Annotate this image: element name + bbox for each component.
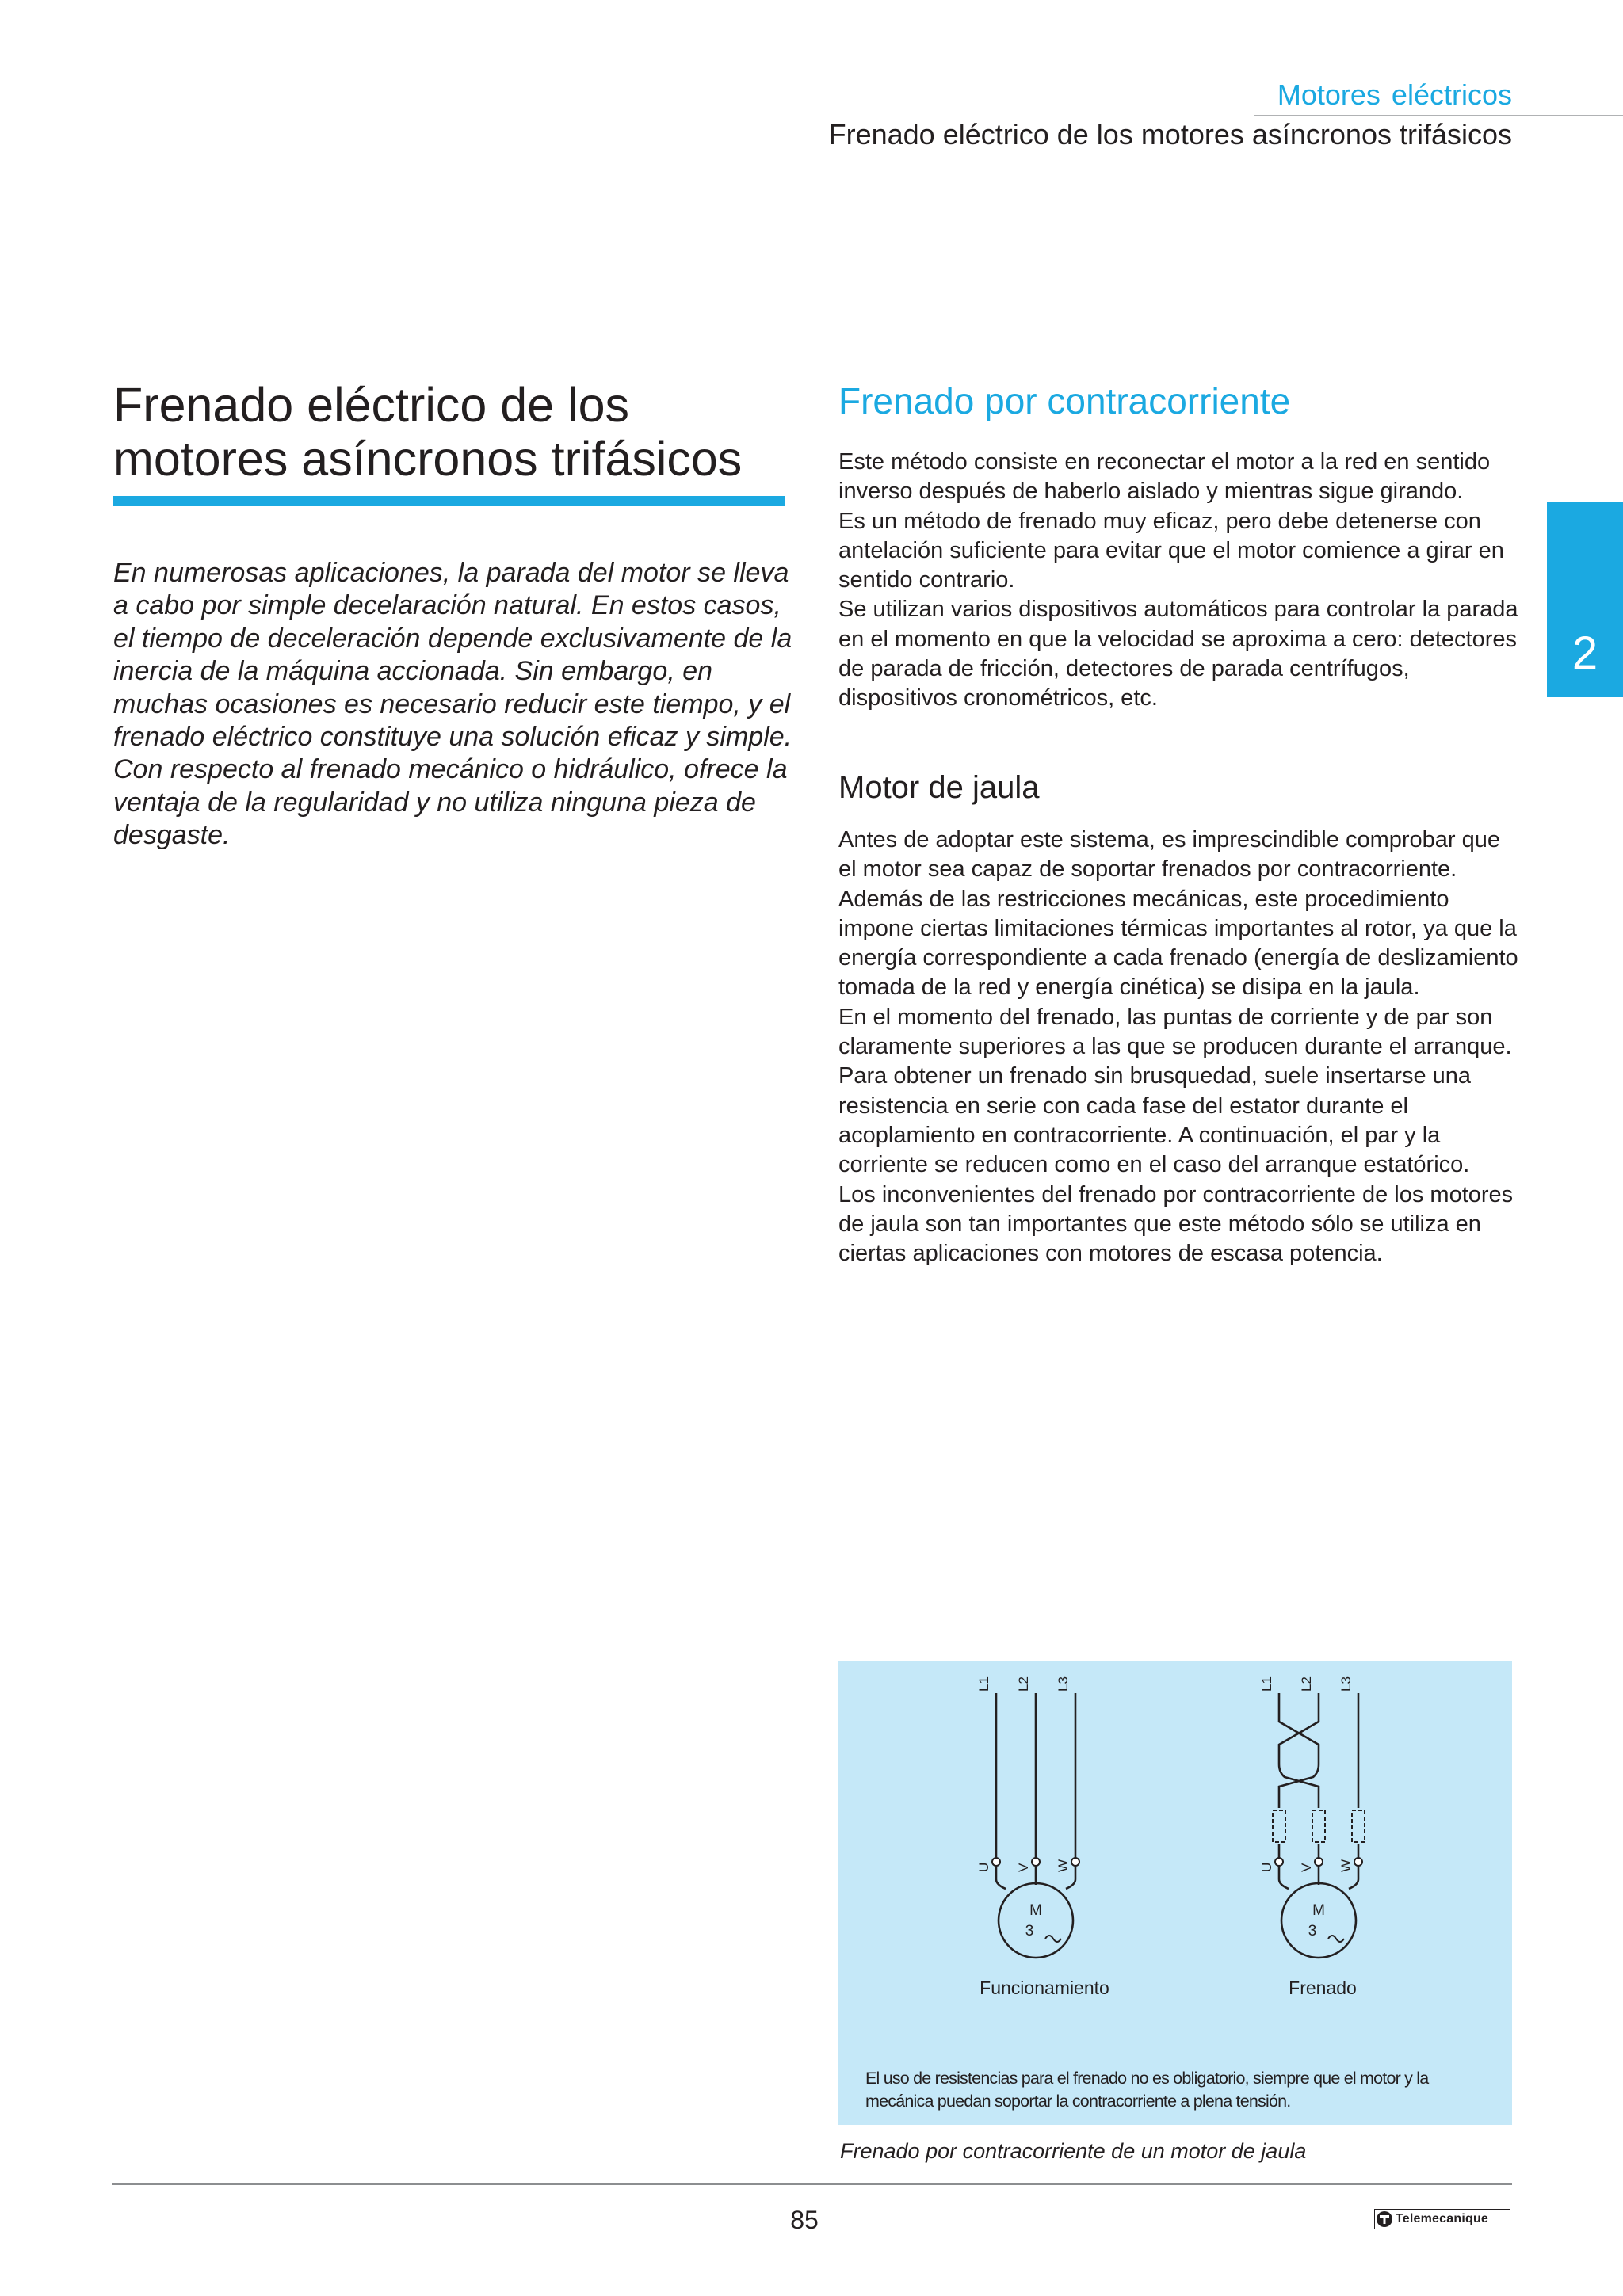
diagram-note: El uso de resistencias para el frenado no es obligatorio, siempre que el motor y la mecánica puedan soportar la contracorriente a plena tensión. (865, 2069, 1429, 2111)
footer-rule (112, 2183, 1512, 2185)
braking-resistor-w (1352, 1810, 1365, 1842)
section-paragraph: Se utilizan varios dispositivos automáticos para controlar la parada en el momento en que la velocidad se aproxima a cero: detectores de parada de fricción, detectores de parada centrífugos, dispositivos cronométricos, etc. (838, 597, 1518, 711)
page-title: Frenado eléctrico de los motores asíncronos trifásicos (113, 378, 743, 486)
terminal-label-w: W (1338, 1859, 1354, 1872)
terminal-u (992, 1858, 1000, 1866)
terminal-v (1315, 1858, 1323, 1866)
line-l2-wire-crossed (1279, 1693, 1319, 1808)
braking-label: Frenado (1289, 1978, 1357, 1998)
chapter-number: 2 (1571, 627, 1598, 679)
terminal-w (1071, 1858, 1079, 1866)
subsection-body (838, 826, 1520, 1268)
wiring-diagram (838, 1661, 1512, 2125)
header-section-title: Motores eléctricos (1277, 78, 1512, 111)
intro-paragraph: En numerosas aplicaciones, la parada del motor se lleva a cabo por simple decelaración natural. En estos casos, el tiempo de deceleración depende exclusivamente de la inercia de la máquina accionada. Sin embargo, en muchas ocasiones es necesario reducir este tiempo, y el frenado eléctrico constituye una solución eficaz y simple. Con respecto al frenado mecánico o hidráulico, ofrece la ventaja de la regularidad y no utiliza ninguna pieza de desgaste. (113, 558, 792, 851)
line-label-l3: L3 (1056, 1676, 1071, 1691)
braking-resistor-u (1273, 1810, 1285, 1842)
terminal-label-u: U (976, 1862, 991, 1872)
braking-resistor-v (1312, 1810, 1325, 1842)
terminal-label-v: V (1016, 1863, 1031, 1872)
terminal-label-w: W (1056, 1859, 1071, 1872)
motor-symbol (1281, 1883, 1356, 1958)
operation-label: Funcionamiento (980, 1978, 1109, 1998)
motor-phases: 3 (1025, 1923, 1034, 1939)
chapter-tab (1547, 502, 1623, 697)
line-label-l1: L1 (1259, 1676, 1274, 1691)
motor-phases: 3 (1308, 1923, 1317, 1939)
motor-label: M (1029, 1902, 1042, 1919)
subsection-paragraph: Antes de adoptar este sistema, es imprescindible comprobar que el motor sea capaz de soportar frenados por contracorriente. Además de las restricciones mecánicas, este procedimiento impone ciertas limitaciones térmicas importantes al rotor, ya que la energía correspondiente a cada frenado (energía de deslizamiento tomada de la red y energía cinética) se disipa en la jaula. (838, 827, 1518, 1001)
section-paragraph: Es un método de frenado muy eficaz, pero debe detenerse con antelación suficiente para evitar que el motor comience a girar en sentido contrario. (838, 508, 1504, 593)
terminal-u (1275, 1858, 1283, 1866)
ac-tilde-icon (1328, 1936, 1344, 1942)
page-number: 85 (790, 2206, 819, 2234)
terminal-u-lead (996, 1864, 1006, 1889)
wiring-diagram-panel (838, 1661, 1512, 2125)
figure-caption: Frenado por contracorriente de un motor de jaula (840, 2139, 1307, 2163)
subsection-heading: Motor de jaula (838, 770, 1040, 805)
line-label-l3: L3 (1338, 1676, 1354, 1691)
header-subtitle: Frenado eléctrico de los motores asíncronos trifásicos (828, 118, 1512, 151)
line-label-l1: L1 (976, 1676, 991, 1691)
subsection-paragraph: Los inconvenientes del frenado por contracorriente de los motores de jaula son tan importantes que este método sólo se utiliza en ciertas aplicaciones con motores de escasa potencia. (838, 1181, 1514, 1267)
brand-mark-icon (1376, 2210, 1393, 2228)
terminal-v (1032, 1858, 1040, 1866)
section-heading: Frenado por contracorriente (838, 380, 1291, 421)
brand-name: Telemecanique (1396, 2212, 1489, 2225)
terminal-w (1354, 1858, 1362, 1866)
line-label-l2: L2 (1299, 1676, 1314, 1691)
brand-logo (1374, 2209, 1510, 2229)
line-l1-wire-crossed (1279, 1693, 1319, 1808)
section-body (838, 448, 1520, 714)
subsection-paragraph: En el momento del frenado, las puntas de corriente y de par son claramente superiores a las que se producen durante el arranque. Para obtener un frenado sin brusquedad, suele insertarse una resistencia en serie con cada fase del estator durante el acoplamiento en contracorriente. A continuación, el par y la corriente se reducen como en el caso del arranque estatórico. (838, 1004, 1512, 1178)
ac-tilde-icon (1045, 1936, 1061, 1942)
line-label-l2: L2 (1016, 1676, 1031, 1691)
terminal-label-v: V (1299, 1863, 1314, 1872)
terminal-u-lead (1279, 1864, 1289, 1889)
motor-label: M (1312, 1902, 1325, 1919)
section-paragraph: Este método consiste en reconectar el motor a la red en sentido inverso después de haberlo aislado y mientras sigue girando. (838, 449, 1491, 505)
terminal-label-u: U (1259, 1862, 1274, 1872)
motor-symbol (999, 1883, 1073, 1958)
title-underline-bar (113, 496, 785, 506)
